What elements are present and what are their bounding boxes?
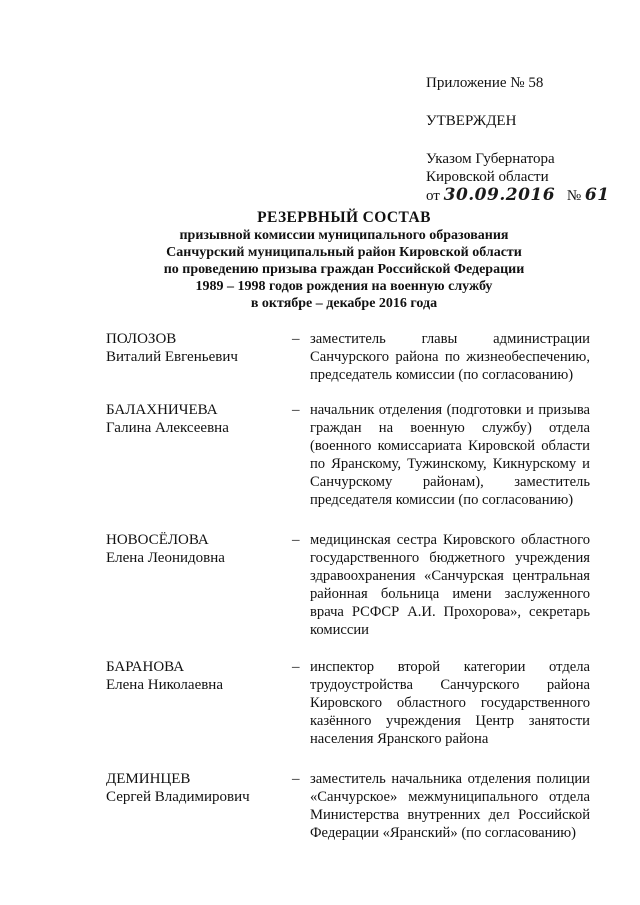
title-line: по проведению призыва граждан Российской Федерации [163,262,525,277]
member-name [106,401,284,437]
member-role: медицинская сестра Кировского областного государственного бюджетного учреждения здравоохранения «Санчурская центральная районная больница имени заслуженного врача РСФСР А.И. Прохорова», секретарь комиссии [310,532,590,638]
member-name [106,658,284,694]
member-surname: НОВОСЁЛОВА [106,532,209,548]
appendix-label: Приложение № 58 [426,75,544,91]
member-surname: БАЛАХНИЧЕВА [106,402,218,418]
member-entry [106,531,590,639]
members-list [106,330,590,842]
member-entry [106,658,590,748]
member-entry [106,330,590,384]
member-entry [106,401,590,509]
member-given-name: Сергей Владимирович [106,789,250,805]
member-name [106,770,284,806]
member-name [106,531,284,567]
title-main: РЕЗЕРВНЫЙ СОСТАВ [257,209,431,226]
member-given-name: Галина Алексеевна [106,420,229,436]
document-title [100,208,588,312]
member-dash: – [292,532,300,548]
member-role: заместитель начальника отделения полиции «Санчурское» межмуниципального отдела Министерства внутренних дел Российской Федерации «Яранский» (по согласованию) [310,771,590,841]
member-dash: – [292,402,300,418]
member-surname: ПОЛОЗОВ [106,331,177,347]
member-surname: ДЕМИНЦЕВ [106,771,191,787]
member-role: инспектор второй категории отдела трудоустройства Санчурского района Кировского областного государственного казённого учреждения Центр занятости населения Яранского района [310,659,590,747]
member-role: начальник отделения (подготовки и призыва граждан на военную службу) отдела (военного комиссариата Кировской области по Яранскому, Тужинскому, Кикнурскому и Санчурскому районам), заместитель председателя комиссии (по согласованию) [310,402,590,508]
member-entry [106,770,590,842]
number-prefix: № [566,188,582,204]
member-dash: – [292,659,300,675]
member-given-name: Виталий Евгеньевич [106,349,238,365]
date-prefix: от [426,188,440,204]
title-line: в октябре – декабре 2016 года [250,296,438,311]
member-name [106,330,284,366]
member-given-name: Елена Николаевна [106,677,223,693]
handwritten-number: 61 [584,185,610,205]
handwritten-date: 30.09.2016 [443,185,556,205]
member-given-name: Елена Леонидовна [106,550,225,566]
decree-line-1: Указом Губернатора [426,151,555,167]
decree-date-line [426,186,626,205]
approval-stamp-block [426,74,626,205]
member-surname: БАРАНОВА [106,659,185,675]
title-line: 1989 – 1998 годов рождения на военную службу [195,279,493,294]
approved-label: УТВЕРЖДЕН [426,113,517,129]
member-role: заместитель главы администрации Санчурского района по жизнеобеспечению, председатель комиссии (по согласованию) [310,331,590,383]
title-line: призывной комиссии муниципального образования [179,228,509,243]
member-dash: – [292,331,300,347]
decree-line-2: Кировской области [426,169,549,185]
title-line: Санчурский муниципальный район Кировской области [166,245,522,260]
member-dash: – [292,771,300,787]
